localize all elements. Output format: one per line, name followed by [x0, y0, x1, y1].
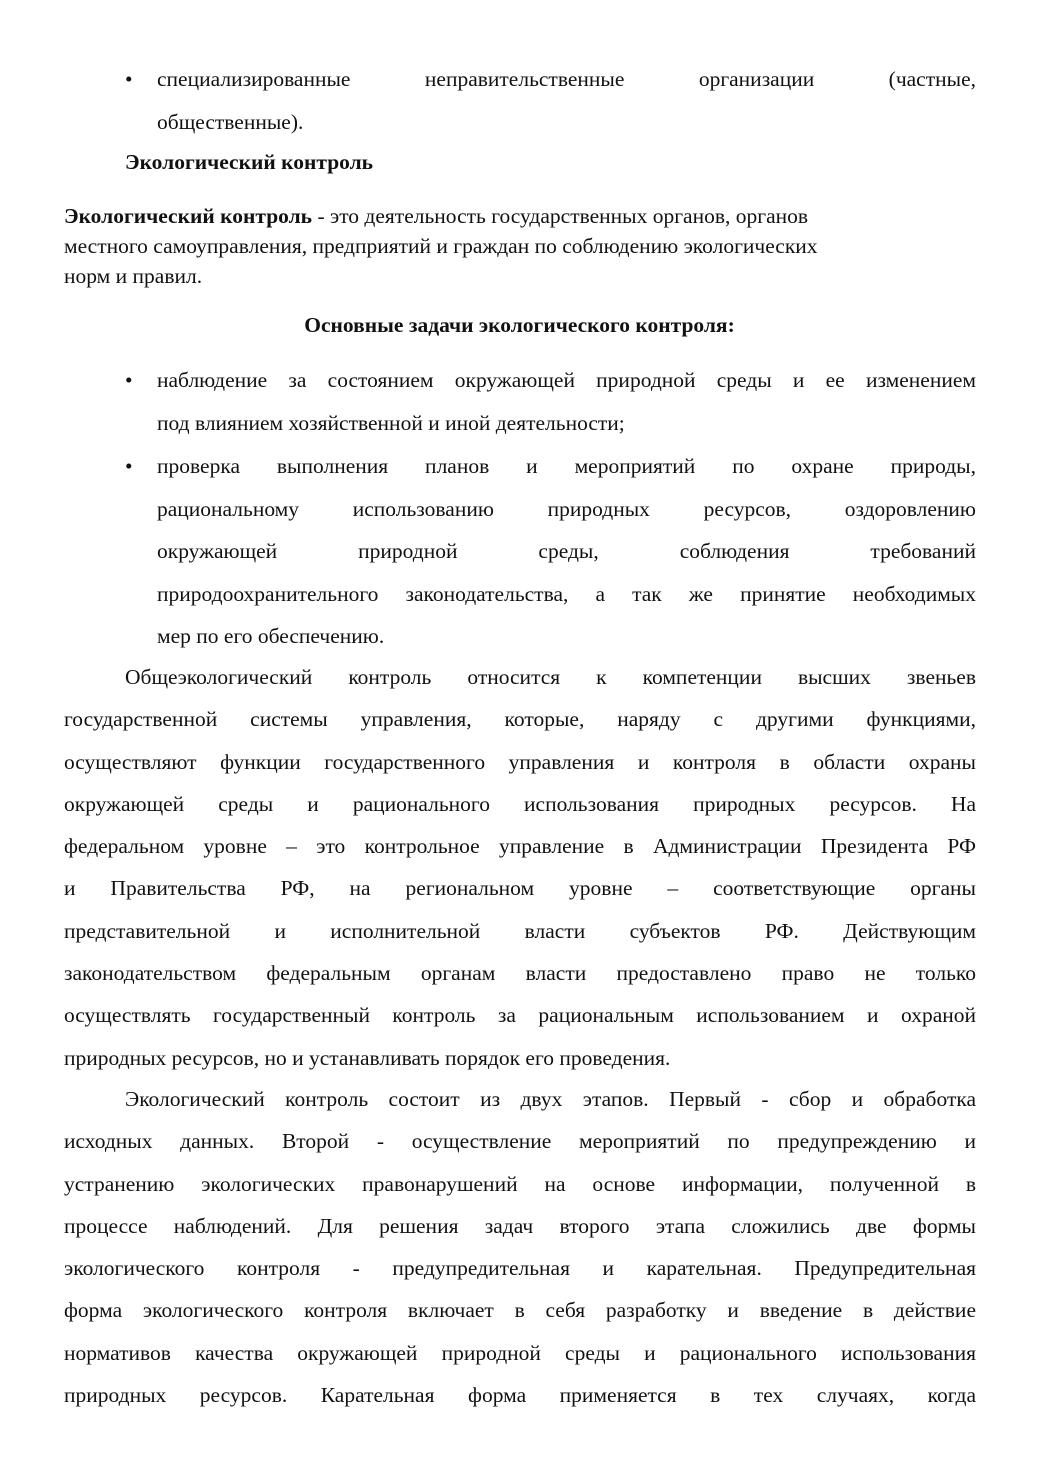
p1-line-2: государственной системы управления, которые, наряду с другими функциями, [64, 707, 976, 732]
body-paragraph-2 [64, 1078, 976, 1416]
p1-line-3: осуществляют функции государственного управления и контроля в области охраны [64, 749, 976, 774]
bullet-marker: • [125, 368, 133, 392]
p1-line-10: природных ресурсов, но и устанавливать порядок его проведения. [64, 1045, 671, 1070]
top-bullet-line-2: общественные). [157, 109, 304, 134]
definition-paragraph [64, 201, 964, 291]
p1-line-9: осуществлять государственный контроль за рациональным использованием и охраной [64, 1003, 976, 1028]
body-paragraph-1 [64, 656, 976, 1079]
p1-line-1: Общеэкологический контроль относится к компетенции высших звеньев [125, 665, 976, 689]
top-bullet-line-1: специализированные неправительственные организации (частные, [157, 67, 976, 91]
tasks-heading: Основные задачи экологического контроля: [304, 313, 735, 337]
bullet-marker: • [125, 67, 133, 91]
p2-line-7: нормативов качества окружающей природной среды и рационального использования [64, 1340, 976, 1365]
section-heading: Экологический контроль [125, 150, 374, 174]
task-2-line-2: рациональному использованию природных ресурсов, оздоровлению [157, 496, 976, 521]
p1-line-6: и Правительства РФ, на региональном уровне – соответствующие органы [64, 876, 976, 901]
task-2-line-4: природоохранительного законодательства, а так же принятие необходимых [157, 581, 976, 606]
task-1-line-1: наблюдение за состоянием окружающей природной среды и ее изменением [157, 368, 976, 392]
p1-line-4: окружающей среды и рационального использования природных ресурсов. На [64, 791, 976, 816]
p1-line-7: представительной и исполнительной власти субъектов РФ. Действующим [64, 918, 976, 943]
p2-line-3: устранению экологических правонарушений на основе информации, полученной в [64, 1171, 976, 1196]
p2-line-1: Экологический контроль состоит из двух этапов. Первый - сбор и обработка [125, 1087, 976, 1111]
task-2-line-5: мер по его обеспечению. [157, 624, 385, 648]
definition-term: Экологический контроль [64, 204, 313, 228]
top-bullet-item [157, 58, 976, 143]
definition-line-2: местного самоуправления, предприятий и граждан по соблюдению экологических [64, 234, 818, 258]
p1-line-5: федеральном уровне – это контрольное управление в Администрации Президента РФ [64, 834, 976, 859]
definition-line-3: норм и правил. [64, 264, 203, 288]
bullet-marker: • [125, 454, 133, 478]
p2-line-8: природных ресурсов. Карательная форма применяется в тех случаях, когда [64, 1383, 976, 1408]
task-2-line-3: окружающей природной среды, соблюдения требований [157, 539, 976, 563]
task-2-line-1: проверка выполнения планов и мероприятий по охране природы, [157, 454, 976, 478]
p2-line-6: форма экологического контроля включает в себя разработку и введение в действие [64, 1298, 976, 1323]
p2-line-4: процессе наблюдений. Для решения задач второго этапа сложились две формы [64, 1213, 976, 1238]
definition-line-1: - это деятельность государственных органов, органов [312, 204, 809, 228]
task-item-2 [157, 445, 976, 658]
p2-line-2: исходных данных. Второй - осуществление мероприятий по предупреждению и [64, 1129, 976, 1154]
task-1-line-2: под влиянием хозяйственной и иной деятельности; [157, 410, 625, 435]
p1-line-8: законодательством федеральным органам власти предоставлено право не только [64, 961, 976, 986]
p2-line-5: экологического контроля - предупредительная и карательная. Предупредительная [64, 1256, 976, 1281]
task-item-1 [157, 359, 976, 444]
